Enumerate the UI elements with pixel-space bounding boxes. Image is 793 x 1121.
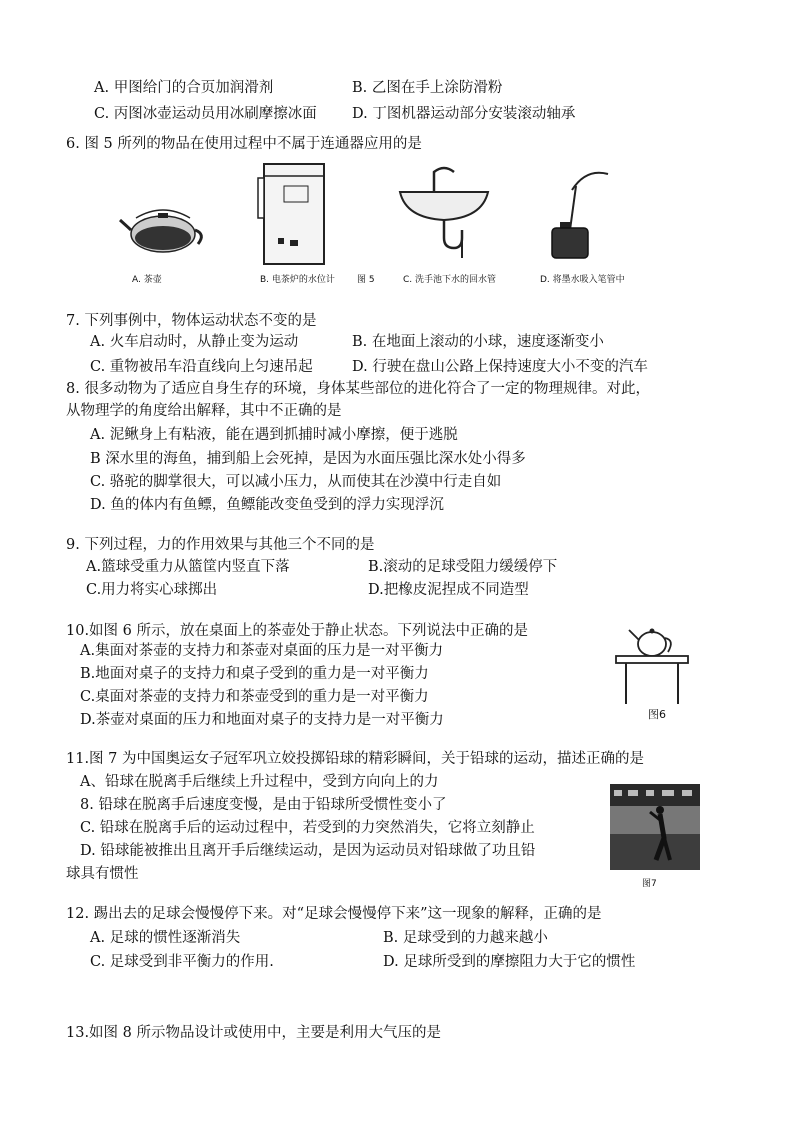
q12-option-a: A. 足球的惯性逐渐消失: [90, 930, 241, 946]
q11-option-a: A、铅球在脱离手后继续上升过程中，受到方向向上的力: [80, 774, 439, 790]
q9-option-a: A.篮球受重力从篮筐内竖直下落: [86, 559, 290, 575]
q8-option-d: D. 鱼的体内有鱼鳔，鱼鳔能改变鱼受到的浮力实现浮沉: [90, 497, 444, 513]
q9-option-b: B.滚动的足球受阻力缓缓停下: [368, 559, 558, 575]
water-heater-figure: [256, 158, 330, 268]
q10-option-c: C.桌面对茶壶的支持力和茶壶受到的重力是一对平衡力: [80, 689, 429, 705]
shot-put-photo: [610, 784, 700, 870]
q10-option-d: D.茶壶对桌面的压力和地面对桌子的支持力是一对平衡力: [80, 712, 444, 728]
q11-option-c: C. 铅球在脱离手后的运动过程中，若受到的力突然消失，它将立刻静止: [80, 820, 535, 836]
q5-option-c: C. 丙图冰壶运动员用冰刷摩擦冰面: [94, 106, 317, 122]
teapot-figure: [118, 196, 208, 266]
q10-option-b: B.地面对桌子的支持力和桌子受到的重力是一对平衡力: [80, 666, 429, 682]
q7-option-a: A. 火车启动时，从静止变为运动: [90, 334, 299, 350]
q11-option-d-line2: 球具有惯性: [66, 866, 139, 882]
teapot-on-table-figure: [612, 620, 692, 710]
caption-d: D. 将墨水吸入笔管中: [540, 275, 625, 285]
sink-figure: [394, 160, 494, 260]
q9-stem: 9. 下列过程，力的作用效果与其他三个不同的是: [66, 537, 375, 553]
q5-option-a: A. 甲图给门的合页加润滑剂: [94, 80, 274, 96]
q7-option-d: D. 行驶在盘山公路上保持速度大小不变的汽车: [352, 359, 648, 375]
q7-stem: 7. 下列事例中，物体运动状态不变的是: [66, 313, 317, 329]
q6-stem: 6. 图 5 所列的物品在使用过程中不属于连通器应用的是: [66, 136, 422, 152]
figure-7-label: 图7: [642, 879, 657, 889]
q10-option-a: A.集面对茶壶的支持力和茶壶对桌面的压力是一对平衡力: [80, 643, 444, 659]
q12-option-c: C. 足球受到非平衡力的作用.: [90, 954, 274, 970]
figure-6-label: 图6: [648, 708, 666, 721]
q5-option-b: B. 乙图在手上涂防滑粉: [352, 80, 503, 96]
caption-b: B. 电茶炉的水位计: [260, 275, 335, 285]
q8-option-c: C. 骆驼的脚掌很大，可以减小压力，从而使其在沙漠中行走自如: [90, 474, 502, 490]
q7-option-c: C. 重物被吊车沿直线向上匀速吊起: [90, 359, 313, 375]
q8-option-b: B 深水里的海鱼，捕到船上会死掉，是因为水面压强比深水处小得多: [90, 451, 526, 467]
q11-stem: 11.图 7 为中国奥运女子冠军巩立姣投掷铅球的精彩瞬间，关于铅球的运动，描述正确的是: [66, 751, 644, 767]
q8-option-a: A. 泥鳅身上有粘液，能在遇到抓捕时减小摩擦，便于逃脱: [90, 427, 458, 443]
figure-5-label: 图 5: [357, 275, 375, 285]
ink-bottle-figure: [548, 166, 610, 262]
q12-stem: 12. 踢出去的足球会慢慢停下来。对“足球会慢慢停下来”这一现象的解释，正确的是: [66, 906, 602, 922]
q9-option-d: D.把橡皮泥捏成不同造型: [368, 582, 529, 598]
q11-option-b: 8. 铅球在脱离手后速度变慢，是由于铅球所受惯性变小了: [80, 797, 447, 813]
q12-option-b: B. 足球受到的力越来越小: [383, 930, 548, 946]
q12-option-d: D. 足球所受到的摩擦阻力大于它的惯性: [383, 954, 636, 970]
q7-option-b: B. 在地面上滚动的小球，速度逐渐变小: [352, 334, 604, 350]
q13-stem: 13.如图 8 所示物品设计或使用中，主要是利用大气压的是: [66, 1025, 442, 1041]
q5-option-d: D. 丁图机器运动部分安装滚动轴承: [352, 106, 576, 122]
q8-stem-line2: 从物理学的角度给出解释，其中不正确的是: [66, 403, 342, 419]
caption-a: A. 茶壶: [132, 275, 162, 285]
caption-c: C. 洗手池下水的回水管: [403, 275, 497, 285]
q9-option-c: C.用力将实心球掷出: [86, 582, 218, 598]
q10-stem: 10.如图 6 所示，放在桌面上的茶壶处于静止状态。下列说法中正确的是: [66, 623, 529, 639]
q8-stem-line1: 8. 很多动物为了适应自身生存的环境，身体某些部位的进化符合了一定的物理规律。对此，: [66, 381, 650, 397]
q11-option-d-line1: D. 铅球能被推出且离开手后继续运动，是因为运动员对铅球做了功且铅: [80, 843, 536, 859]
